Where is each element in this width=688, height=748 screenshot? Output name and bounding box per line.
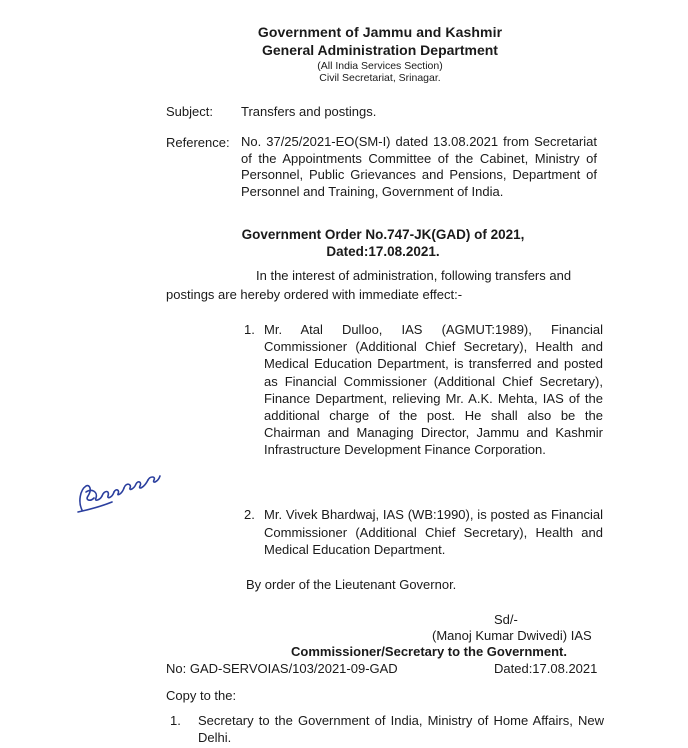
order-title: [218, 226, 548, 260]
copy-to-label: Copy to the:: [166, 688, 237, 703]
reference-label: Reference:: [166, 135, 230, 150]
subject-text: Transfers and postings.: [241, 104, 377, 119]
file-number: No: GAD-SERVOIAS/103/2021-09-GAD: [166, 661, 398, 676]
intro-paragraph: In the interest of administration, following transfers and postings are hereby ordered with immediate effect:-: [166, 268, 572, 302]
order-number: Government Order No.747-JK(GAD) of 2021,: [241, 227, 525, 242]
signature-sd: Sd/-: [494, 612, 518, 627]
by-order-text: By order of the Lieutenant Governor.: [246, 577, 457, 592]
item-1-text: Mr. Atal Dulloo, IAS (AGMUT:1989), Financial Commissioner (Additional Chief Secretary), Health and Medical Education Department, is transferred and posted as Financial Commissioner (Additional Chief Secretary), Finance Department, relieving Mr. A.K. Mehta, IAS of the additional charge of the post. He shall also be the Chairman and Managing Director, Jammu and Kashmir Infrastructure Development Finance Corporation.: [264, 322, 603, 458]
subject-label: Subject:: [166, 104, 213, 119]
order-date: Dated:17.08.2021.: [326, 244, 440, 259]
reference-text: No. 37/25/2021-EO(SM-I) dated 13.08.2021 from Secretariat of the Appointments Committee of the Cabinet, Ministry of Personnel, Public Grievances and Pensions, Department of Personnel and Training, Government of India.: [241, 134, 597, 199]
signatory-name: (Manoj Kumar Dwivedi) IAS: [432, 628, 592, 643]
item-2-number: 2.: [244, 507, 255, 522]
header-government: Government of Jammu and Kashmir: [257, 24, 503, 40]
handwritten-signature-icon: [72, 462, 172, 517]
copy-to-1-number: 1.: [170, 713, 181, 728]
file-dated: Dated:17.08.2021: [494, 661, 598, 676]
copy-to-1-text: Secretary to the Government of India, Ministry of Home Affairs, New Delhi.: [198, 713, 604, 745]
item-1-number: 1.: [244, 322, 255, 337]
header-department: General Administration Department: [262, 42, 498, 58]
header-section: (All India Services Section): [317, 60, 443, 72]
signatory-designation: Commissioner/Secretary to the Government.: [291, 644, 567, 659]
header-location: Civil Secretariat, Srinagar.: [319, 72, 441, 84]
item-2-text: Mr. Vivek Bhardwaj, IAS (WB:1990), is posted as Financial Commissioner (Additional Chief Secretary), Health and Medical Education Department.: [264, 507, 603, 557]
